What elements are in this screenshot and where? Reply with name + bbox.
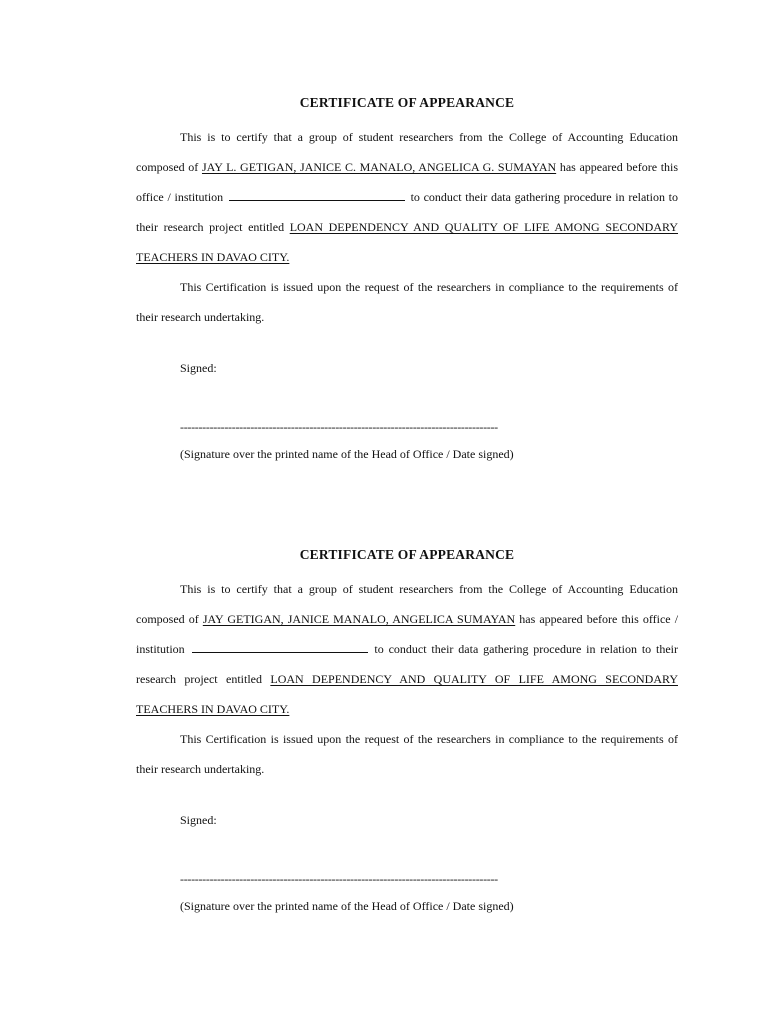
appeared-text: has appeared before this office / institution (136, 160, 679, 204)
issuance-paragraph: This Certification is issued upon the request of the researchers in compliance to the requirements of their research undertaking. (136, 280, 678, 324)
signature-caption: (Signature over the printed name of the Head of Office / Date signed) (180, 447, 514, 461)
signed-label: Signed: (180, 361, 217, 375)
certification-paragraph (136, 574, 678, 724)
intro-text: This is to certify that a group of student researchers from the College of Accounting Education composed of (136, 582, 678, 626)
certification-paragraph (136, 122, 678, 272)
intro-text: This is to certify that a group of student researchers from the College of Accounting Education composed of (136, 130, 678, 174)
research-project-title: LOAN DEPENDENCY AND QUALITY OF LIFE AMONG SECONDARY TEACHERS IN DAVAO CITY. (136, 672, 678, 716)
purpose-text: to conduct their data gathering procedure in relation to their research project entitled (136, 642, 678, 686)
signature-caption: (Signature over the printed name of the Head of Office / Date signed) (180, 899, 514, 913)
certificate-title: CERTIFICATE OF APPEARANCE (299, 95, 515, 110)
signature-line: -------------------------------------------------------------------------------------- (180, 420, 498, 434)
researcher-names: JAY GETIGAN, JANICE MANALO, ANGELICA SUMAYAN (202, 612, 516, 626)
appeared-text: has appeared before this office / institution (136, 612, 679, 656)
signed-label: Signed: (180, 813, 217, 827)
certificate-2 (136, 544, 678, 914)
purpose-text: to conduct their data gathering procedure in relation to their research project entitled (136, 190, 679, 234)
certificate-1 (136, 92, 678, 462)
institution-blank-line (229, 190, 405, 201)
institution-blank-line (192, 642, 368, 653)
certificate-title: CERTIFICATE OF APPEARANCE (299, 547, 515, 562)
signature-line: -------------------------------------------------------------------------------------- (180, 872, 498, 886)
research-project-title: LOAN DEPENDENCY AND QUALITY OF LIFE AMONG SECONDARY TEACHERS IN DAVAO CITY. (136, 220, 679, 264)
researcher-names: JAY L. GETIGAN, JANICE C. MANALO, ANGELICA G. SUMAYAN (201, 160, 557, 174)
issuance-paragraph: This Certification is issued upon the request of the researchers in compliance to the requirements of their research undertaking. (136, 732, 678, 776)
